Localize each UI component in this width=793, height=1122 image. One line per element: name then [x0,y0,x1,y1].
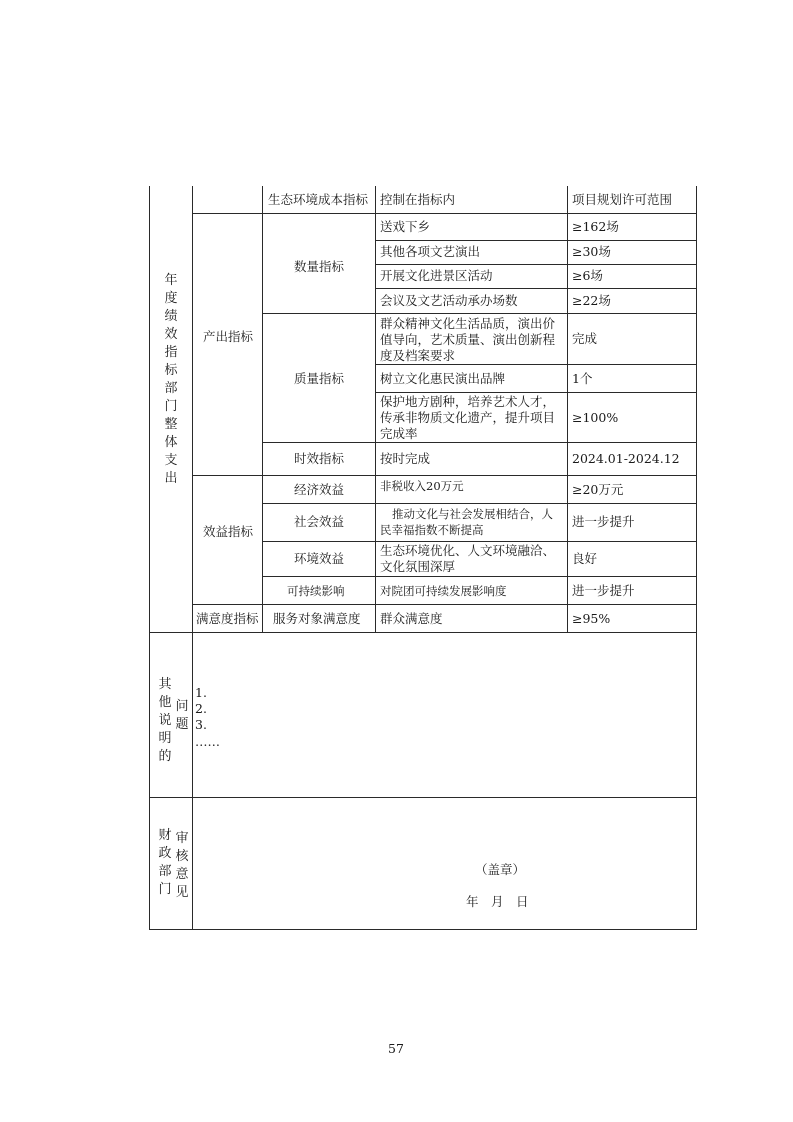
other-line-1: 1. [195,685,207,700]
benefit-environment-measure: 生态环境优化、人文环境融洽、文化氛围深厚 [380,543,556,574]
satisfaction-indicator-label: 满意度指标 [196,611,259,626]
benefit-sustainable-value: 进一步提升 [572,583,635,598]
quality-item-2: 树立文化惠民演出品牌 [380,371,506,386]
quality-indicator-label: 质量指标 [294,371,345,386]
eco-cost-indicator: 生态环境成本指标 [268,192,369,207]
other-line-3: 3. [195,717,207,732]
quantity-indicator-label: 数量指标 [294,259,345,274]
timeliness-measure: 按时完成 [380,451,431,466]
quantity-value-4: ≥22场 [572,293,611,308]
other-line-2: 2. [195,701,207,716]
satisfaction-value: ≥95% [572,611,611,626]
output-indicator-label: 产出指标 [203,329,254,344]
benefit-indicator-label: 效益指标 [203,524,254,539]
quality-item-3: 保护地方剧种，培养艺术人才，传承非物质文化遗产，提升项目完成率 [380,394,556,441]
eco-cost-measure: 控制在指标内 [380,192,456,207]
benefit-social-label: 社会效益 [294,514,345,529]
quality-value-2: 1个 [572,371,593,386]
other-notes-label: 其他说明的 [158,677,172,764]
quantity-item-4: 会议及文艺活动承办场数 [380,293,518,308]
quantity-item-3: 开展文化进景区活动 [380,268,493,283]
benefit-economic-label: 经济效益 [294,482,345,497]
quantity-item-1: 送戏下乡 [380,219,431,234]
quantity-item-2: 其他各项文艺演出 [380,244,481,259]
benefit-environment-label: 环境效益 [294,551,345,566]
benefit-sustainable-label: 可持续影响 [287,584,345,598]
benefit-social-value: 进一步提升 [572,514,635,529]
other-line-4: …… [195,734,220,749]
finance-label: 财政部门 [158,828,172,897]
benefit-economic-value: ≥20万元 [572,482,624,497]
finance-seal: （盖章） [475,862,526,877]
other-notes-label-2: 问题 [175,699,189,732]
quantity-value-1: ≥162场 [572,219,619,234]
section-label: 年度绩效指标部门整体支出 [164,273,178,486]
quality-value-3: ≥100% [572,410,619,425]
benefit-sustainable-measure: 对院团可持续发展影响度 [380,584,507,598]
timeliness-value: 2024.01-2024.12 [572,451,680,466]
timeliness-indicator-label: 时效指标 [294,451,345,466]
finance-label-2: 审核意见 [175,831,189,900]
satisfaction-sub-label: 服务对象满意度 [273,611,361,626]
benefit-economic-measure: 非税收入20万元 [380,479,464,493]
benefit-social-measure: 推动文化与社会发展相结合，人民幸福指数不断提高 [380,507,553,537]
quantity-value-3: ≥6场 [572,268,603,283]
page-number: 57 [388,1041,404,1056]
finance-date: 年 月 日 [466,894,529,909]
eco-cost-value: 项目规划许可范围 [572,192,673,207]
quality-value-1: 完成 [572,331,598,346]
satisfaction-measure: 群众满意度 [380,611,443,626]
quantity-value-2: ≥30场 [572,244,611,259]
quality-item-1: 群众精神文化生活品质，演出价值导向，艺术质量、演出创新程度及档案要求 [380,316,556,363]
benefit-environment-value: 良好 [572,551,598,566]
